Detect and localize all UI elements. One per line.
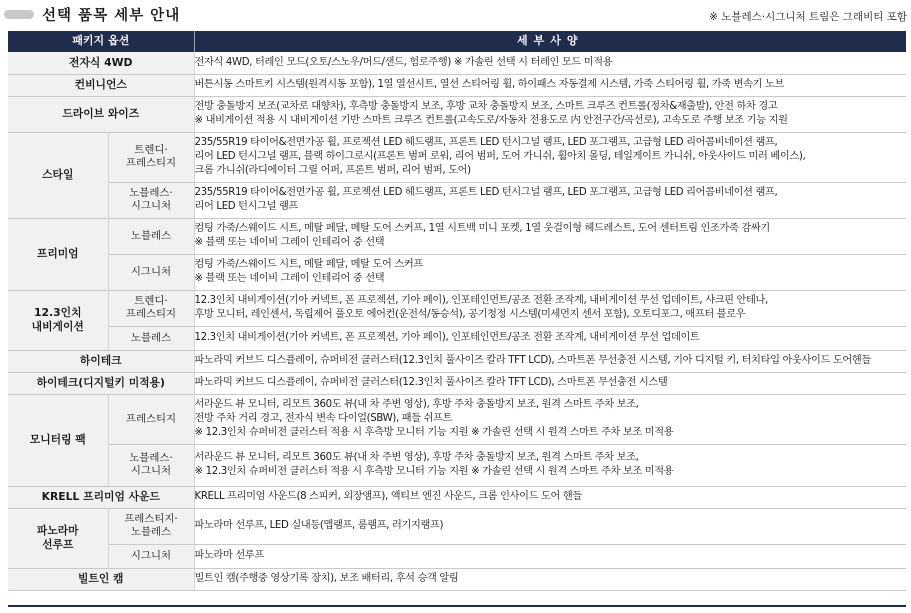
spec-line: 버튼시동 스마트키 시스템(원격시동 포함), 1열 열선시트, 열선 스티어링 휠, 하이패스 자동결제 시스템, 가죽 스티어링 휠, 가죽 변속기 노브 [194,78,784,90]
spec-line: 12.3인치 내비게이션(기아 커넥트, 폰 프로젝션, 기아 페이), 인포테인먼트/공조 전환 조작계, 내비게이션 무선 업데이트 [194,331,700,343]
spec-description [194,486,906,508]
title-bullet-icon [4,10,34,19]
spec-description [194,372,906,394]
trim-label: 프레스티지· 노블레스 [108,508,194,544]
package-name: 모니터링 팩 [8,394,108,486]
spec-description [194,290,906,326]
table-row [8,326,906,350]
package-name: 프리미엄 [8,218,108,290]
package-name: 빌트인 캠 [8,568,194,590]
spec-note-line: ※ 12.3인치 슈퍼비전 클러스터 적용 시 후측방 모니터 기능 지원 ※ 가솔린 선택 시 원격 스마트 주차 보조 미적용 [194,466,674,477]
package-name: 파노라마 선루프 [8,508,108,568]
table-row [8,182,906,218]
table-row [8,290,906,326]
spec-note-line: ※ 내비게이션 적용 시 내비게이션 기반 스마트 크루즈 컨트롤(고속도로/자동차 전용도로 内 안전구간/곡선로), 고속도로 주행 보조 기능 지원 [194,115,788,126]
spec-description [194,444,906,486]
table-row [8,486,906,508]
table-row [8,132,906,182]
section-title-row [4,2,180,26]
spec-line: 서라운드 뷰 모니터, 리모트 360도 뷰(내 차 주변 영상), 후방 주차 충돌방지 보조, 원격 스마트 주차 보조, [194,398,639,410]
spec-description [194,52,906,74]
table-row [8,350,906,372]
spec-line: 전자식 4WD, 터레인 모드(오토/스노우/머드/샌드, 험로주행) ※ 가솔린 선택 시 터레인 모드 미적용 [194,56,613,68]
trim-label: 트렌디· 프레스티지 [108,290,194,326]
package-name: 하이테크(디지털키 미적용) [8,372,194,394]
trim-label: 노블레스 [108,326,194,350]
table-row [8,544,906,568]
table-row [8,218,906,254]
spec-column-header: 세부사양 [194,31,906,52]
spec-description [194,254,906,290]
trim-label: 시그니처 [108,544,194,568]
spec-description [194,544,906,568]
spec-line: 파노라믹 커브드 디스플레이, 슈퍼비전 클러스터(12.3인치 풀사이즈 칼라 TFT LCD), 스마트폰 무선충전 시스템 [194,376,668,388]
table-header-row [8,31,906,52]
spec-line: 서라운드 뷰 모니터, 리모트 360도 뷰(내 차 주변 영상), 후방 주차 충돌방지 보조, 원격 스마트 주차 보조, [194,451,639,463]
spec-line: 파노라마 선루프, LED 실내등(맵램프, 룸램프, 러기지램프) [194,519,444,531]
spec-line: 컴팅 가죽/스웨이드 시트, 메탈 페달, 메탈 도어 스커프 [194,258,423,270]
spec-line: 크롬 가니쉬(라디에이터 그릴 어퍼, 프론트 범퍼, 리어 범퍼, 도어) [194,165,471,177]
spec-description [194,218,906,254]
section-title: 선택 품목 세부 안내 [42,7,181,24]
spec-description [194,568,906,590]
table-row [8,96,906,132]
spec-note-line: ※ 블랙 또는 네이비 그레이 인테리어 중 선택 [194,237,385,248]
table-row [8,568,906,590]
spec-description [194,394,906,444]
spec-line: 235/55R19 타이어&전면가공 휠, 프로젝션 LED 헤드램프, 프론트 LED 턴시그널 램프, LED 포그램프, 고급형 LED 리어콤비네이션 램프, [194,136,778,148]
spec-description [194,132,906,182]
package-name: 컨비니언스 [8,74,194,96]
spec-description [194,326,906,350]
table-row [8,74,906,96]
spec-line: 파노라믹 커브드 디스플레이, 슈퍼비전 클러스터(12.3인치 풀사이즈 칼라 TFT LCD), 스마트폰 무선충전 시스템, 기아 디지털 키, 터치타입 아웃사이드 도어핸들 [194,354,871,366]
table-row [8,52,906,74]
spec-description [194,350,906,372]
package-name: 12.3인치 내비게이션 [8,290,108,350]
trim-label: 노블레스 [108,218,194,254]
spec-note-line: ※ 블랙 또는 네이비 그레이 인테리어 중 선택 [194,273,385,284]
package-name: 스타일 [8,132,108,218]
spec-description [194,74,906,96]
trim-label: 프레스티지 [108,394,194,444]
spec-line: 전방 주차 거리 경고, 전자식 변속 다이얼(SBW), 패들 쉬프트 [194,412,453,424]
spec-line: KRELL 프리미엄 사운드(8 스피커, 외장앰프), 액티브 엔진 사운드, 크롬 인사이드 도어 핸들 [194,490,582,502]
package-name: 하이테크 [8,350,194,372]
spec-line: 빌트인 캠(주행중 영상기록 장치), 보조 배터리, 후석 승객 알림 [194,572,459,584]
spec-description [194,508,906,544]
spec-line: 리어 LED 턴시그널 램프, 블랙 하이그로시(프론트 범퍼 로워, 리어 범퍼, 도어 가니쉬, 휠아치 몰딩, 테일게이트 가니쉬, 아웃사이드 미러 베이스), [194,150,806,162]
spec-description [194,182,906,218]
spec-line: 리어 LED 턴시그널 램프 [194,201,299,212]
spec-line: 파노라마 선루프 [194,549,264,561]
table-row [8,508,906,544]
spec-line: 12.3인치 내비게이션(기아 커넥트, 폰 프로젝션, 기아 페이), 인포테인먼트/공조 전환 조작계, 내비게이션 무선 업데이트, 샤크핀 안테나, [194,294,768,306]
package-column-header: 패키지 옵션 [8,31,194,52]
spec-note-line: ※ 12.3인치 슈퍼비전 클러스터 적용 시 후측방 모니터 기능 지원 ※ 가솔린 선택 시 원격 스마트 주차 보조 미적용 [194,427,674,439]
spec-line: 후방 모니터, 레인센서, 독립제어 풀오토 에어컨(운전석/동승석), 공기청정 시스템(미세먼지 센서 포함), 오토디포그, 애프터 블로우 [194,309,746,320]
trim-label: 노블레스· 시그니처 [108,182,194,218]
table-bottom-rule [8,605,906,607]
trim-label: 노블레스· 시그니처 [108,444,194,486]
trim-label: 트렌디· 프레스티지 [108,132,194,182]
spec-line: 235/55R19 타이어&전면가공 휠, 프로젝션 LED 헤드램프, 프론트 LED 턴시그널 램프, LED 포그램프, 고급형 LED 리어콤비네이션 램프, [194,186,778,198]
trim-label: 시그니처 [108,254,194,290]
table-row [8,372,906,394]
package-name: 전자식 4WD [8,52,194,74]
table-row [8,444,906,486]
trim-note: ※ 노블레스·시그니처 트림은 그래비티 포함 [709,11,907,23]
package-name: 드라이브 와이즈 [8,96,194,132]
option-spec-table [8,31,906,591]
spec-line: 전방 충돌방지 보조(교차로 대향차), 후측방 충돌방지 보조, 후방 교차 충돌방지 보조, 스마트 크루즈 컨트롤(정차&재출발), 안전 하차 경고 [194,100,778,112]
spec-description [194,96,906,132]
table-row [8,254,906,290]
package-name: KRELL 프리미엄 사운드 [8,486,194,508]
spec-line: 컴팅 가죽/스웨이드 시트, 메탈 페달, 메탈 도어 스커프, 1열 시트백 미니 포켓, 1열 웃걸이형 헤드레스트, 도어 센터트림 인조가죽 감싸기 [194,222,770,234]
table-row [8,394,906,444]
